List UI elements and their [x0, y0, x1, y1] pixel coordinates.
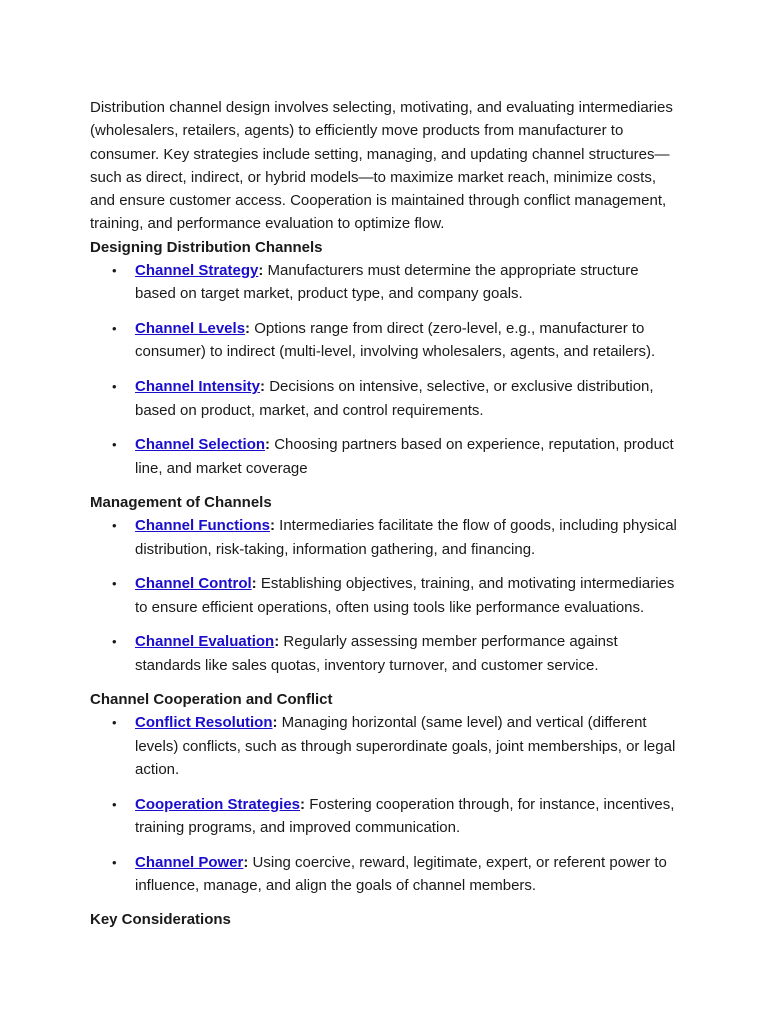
- term-link[interactable]: Channel Power: [135, 853, 244, 871]
- list-item: • Cooperation Strategies: Fostering cooperation through, for instance, incentives, training programs, and improved communication.: [90, 793, 682, 840]
- section-management: [90, 491, 682, 677]
- bullet-list: [90, 259, 682, 480]
- term-link[interactable]: Channel Functions: [135, 517, 270, 535]
- item-text: Fostering cooperation through, for instance, incentives, training programs, and improved communication.: [135, 795, 675, 837]
- list-item: • Channel Control: Establishing objectives, training, and motivating intermediaries to ensure efficient operations, often using tools like performance evaluations.: [90, 572, 682, 619]
- term-link[interactable]: Conflict Resolution: [135, 714, 273, 732]
- item-text: Intermediaries facilitate the flow of goods, including physical distribution, risk-taking, information gathering, and financing.: [135, 517, 677, 558]
- section-designing: [90, 236, 682, 480]
- item-text: Decisions on intensive, selective, or exclusive distribution, based on product, market, and control requirements.: [135, 378, 654, 419]
- term-link[interactable]: Channel Selection: [135, 436, 266, 454]
- term-link[interactable]: Channel Intensity: [135, 378, 261, 396]
- term-link[interactable]: Cooperation Strategies: [135, 795, 301, 813]
- item-text: Regularly assessing member performance against standards like sales quotas, inventory turnover, and customer service.: [135, 633, 618, 674]
- bullet-icon: •: [112, 321, 117, 337]
- bullet-icon: •: [112, 576, 117, 592]
- bullet-icon: •: [112, 518, 117, 534]
- item-text: Using coercive, reward, legitimate, expert, or referent power to influence, manage, and align the goals of channel members.: [135, 853, 667, 895]
- bullet-icon: •: [112, 796, 117, 812]
- list-item: • Channel Functions: Intermediaries facilitate the flow of goods, including physical distribution, risk-taking, information gathering, and financing.: [90, 514, 682, 561]
- list-item: • Channel Strategy: Manufacturers must determine the appropriate structure based on target market, product type, and company goals.: [90, 259, 682, 306]
- section-heading: Management of Channels: [90, 493, 272, 511]
- bullet-icon: •: [112, 854, 117, 870]
- document-page: [90, 96, 682, 932]
- section-heading: Channel Cooperation and Conflict: [90, 691, 333, 709]
- intro-paragraph: Distribution channel design involves selecting, motivating, and evaluating intermediaries (wholesalers, retailers, agents) to efficiently move products from manufacturer to consumer. Key strategies include setting, managing, and updating channel structures—such as direct, indirect, or hybrid models—to maximize market reach, minimize costs, and ensure customer access. Cooperation is maintained through conflict management, training, and performance evaluation to optimize flow.: [90, 99, 673, 233]
- bullet-list: [90, 711, 682, 897]
- item-text: Establishing objectives, training, and motivating intermediaries to ensure efficient operations, often using tools like performance evaluations.: [135, 575, 675, 616]
- term-link[interactable]: Channel Evaluation: [135, 633, 275, 651]
- item-text: Managing horizontal (same level) and vertical (different levels) conflicts, such as through superordinate goals, joint memberships, or legal action.: [135, 714, 676, 778]
- bullet-icon: •: [112, 379, 117, 395]
- list-item: • Channel Intensity: Decisions on intensive, selective, or exclusive distribution, based on product, market, and control requirements.: [90, 375, 682, 422]
- section-cooperation: [90, 688, 682, 897]
- list-item: • Conflict Resolution: Managing horizontal (same level) and vertical (different levels) conflicts, such as through superordinate goals, joint memberships, or legal action.: [90, 711, 682, 781]
- item-text: Manufacturers must determine the appropriate structure based on target market, product type, and company goals.: [135, 262, 639, 303]
- bullet-icon: •: [112, 437, 117, 453]
- term-link[interactable]: Channel Levels: [135, 320, 246, 338]
- section-key-considerations: [90, 908, 682, 931]
- item-text: Options range from direct (zero-level, e.g., manufacturer to consumer) to indirect (multi-level, involving wholesalers, agents, and retailers).: [135, 320, 656, 361]
- list-item: • Channel Levels: Options range from direct (zero-level, e.g., manufacturer to consumer) to indirect (multi-level, involving wholesalers, agents, and retailers).: [90, 317, 682, 364]
- bullet-icon: •: [112, 263, 117, 279]
- term-link[interactable]: Channel Strategy: [135, 262, 259, 280]
- list-item: • Channel Evaluation: Regularly assessing member performance against standards like sales quotas, inventory turnover, and customer service.: [90, 630, 682, 677]
- bullet-icon: •: [112, 715, 117, 731]
- section-heading: Designing Distribution Channels: [90, 238, 323, 256]
- bullet-icon: •: [112, 634, 117, 650]
- term-link[interactable]: Channel Control: [135, 575, 252, 593]
- section-heading: Key Considerations: [90, 911, 231, 929]
- list-item: • Channel Selection: Choosing partners based on experience, reputation, product line, and market coverage: [90, 433, 682, 480]
- item-text: Choosing partners based on experience, reputation, product line, and market coverage: [135, 436, 674, 477]
- list-item: • Channel Power: Using coercive, reward, legitimate, expert, or referent power to influence, manage, and align the goals of channel members.: [90, 851, 682, 898]
- bullet-list: [90, 514, 682, 677]
